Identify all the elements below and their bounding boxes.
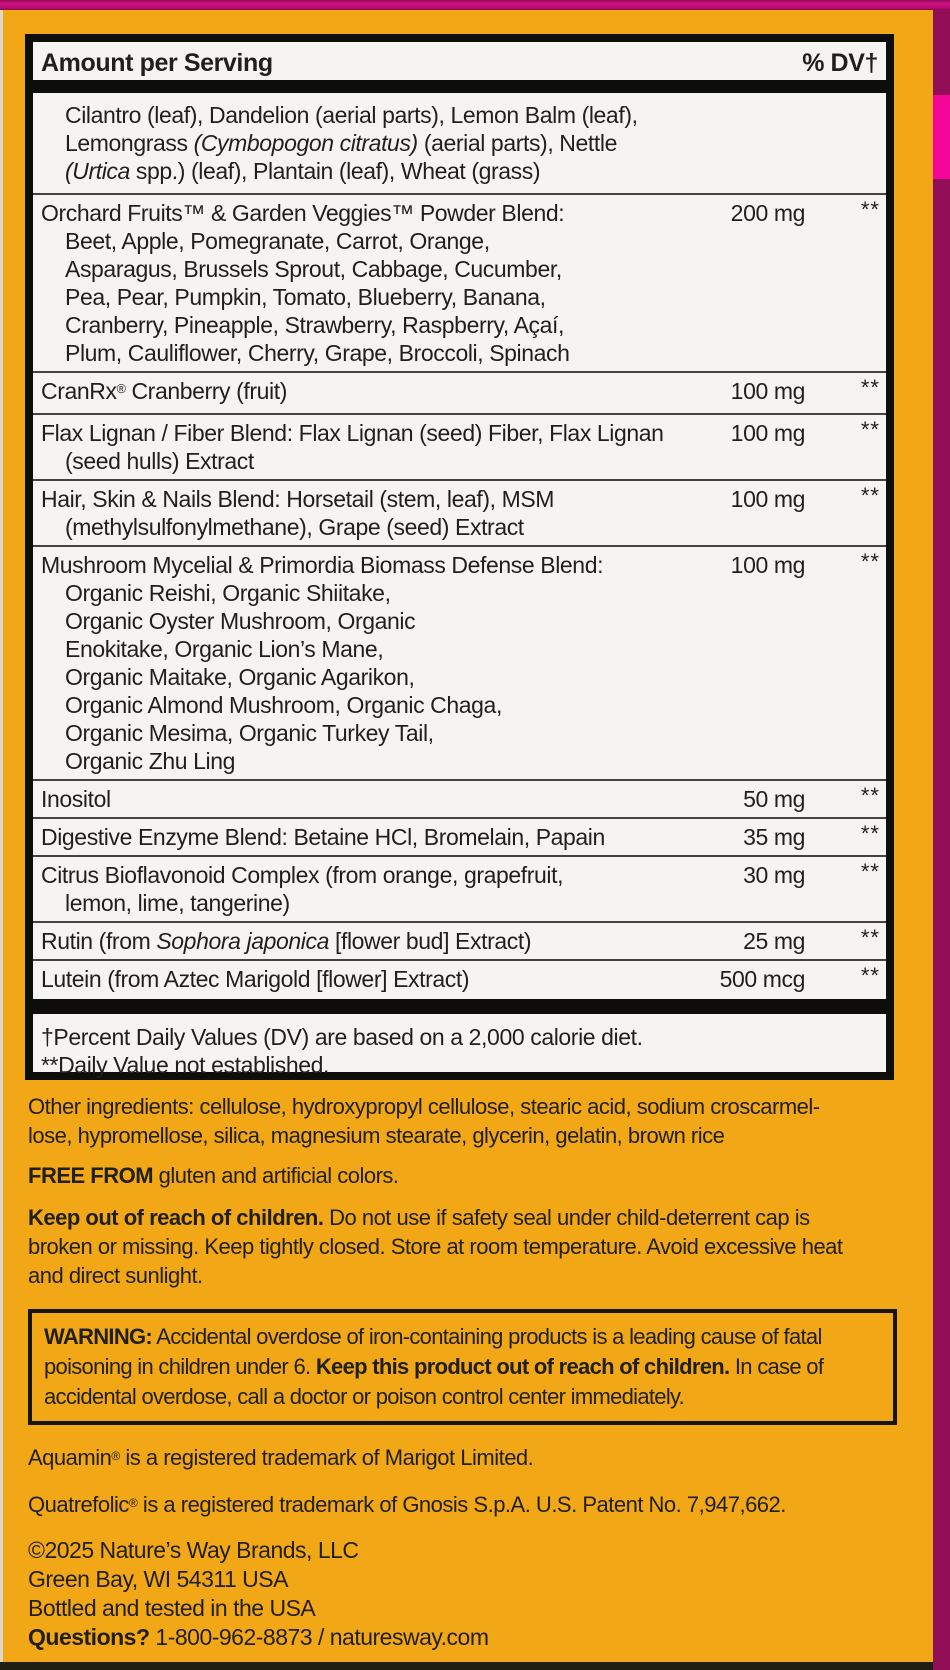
questions-line: Questions? 1-800-962-8873 / naturesway.com bbox=[28, 1624, 489, 1650]
dv-value: ** bbox=[860, 821, 880, 846]
row-digestive-enzyme-blend bbox=[33, 819, 886, 855]
amount-value: 500 mcg bbox=[719, 966, 805, 992]
keep-out-of-reach-statement: Keep out of reach of children. Do not use if safety seal under child-deterrent cap is broken or missing. Keep tightly closed. Store at room temperature. Avoid excessive heat and direct sunlight. bbox=[28, 1205, 843, 1288]
dv-value: ** bbox=[860, 783, 880, 808]
amount-value: 100 mg bbox=[730, 486, 805, 512]
registered-mark: ® bbox=[116, 382, 126, 397]
quatrefolic-trademark-note: Quatrefolic® is a registered trademark of Gnosis S.p.A. U.S. Patent No. 7,947,662. bbox=[28, 1492, 786, 1517]
ingredient-name: Citrus Bioflavonoid Complex (from orange, grapefruit, bbox=[41, 862, 564, 888]
amount-value: 50 mg bbox=[743, 786, 805, 812]
ingredient-name: CranRx® Cranberry (fruit) bbox=[41, 378, 287, 404]
row-orchard-fruits-blend: Orchard Fruits™ & Garden Veggies™ Powder Blend: Beet, Apple, Pomegranate, Carrot, Orange, Asparagus, Brussels Sprout, Cabbage, Cucumber, Pea, Pear, Pumpkin, Tomato, Blueberry, Banana, Cranberry, Pineapple, Strawberry, Raspberry, Açaí, Plum, Cauliflower, Cherry, Grape, Broccoli, Spinach 200 mg ** bbox=[41, 197, 880, 366]
bottled-line: Bottled and tested in the USA bbox=[28, 1595, 316, 1621]
iron-warning-box: WARNING: Accidental overdose of iron-containing products is a leading cause of fatal poisoning in children under 6. Keep this product out of reach of children. In case of accidental overdose, call a doctor or poison control center immediately. bbox=[28, 1309, 897, 1425]
dv-value: ** bbox=[860, 963, 880, 988]
amount-per-serving-header: Amount per Serving bbox=[41, 49, 273, 77]
ingredient-name: Lutein (from Aztec Marigold [flower] Extract) bbox=[41, 966, 470, 992]
ingredient-name: Inositol bbox=[41, 786, 111, 812]
dv-footnote: †Percent Daily Values (DV) are based on a 2,000 calorie diet. bbox=[41, 1024, 643, 1050]
amount-value: 100 mg bbox=[730, 552, 805, 578]
dv-value: ** bbox=[860, 417, 880, 442]
package-right-accent bbox=[933, 95, 950, 179]
ingredient-name: Orchard Fruits™ & Garden Veggies™ Powder Blend: bbox=[41, 200, 565, 226]
amount-value: 100 mg bbox=[730, 420, 805, 446]
continuation-line-1: Cilantro (leaf), Dandelion (aerial parts), Lemon Balm (leaf), bbox=[65, 102, 638, 128]
package-top-strip bbox=[0, 0, 950, 10]
row-inositol bbox=[33, 781, 886, 817]
package-right-strip bbox=[933, 8, 950, 1670]
row-mushroom-defense-blend: Mushroom Mycelial & Primordia Biomass Defense Blend: Organic Reishi, Organic Shiitake, Organic Oyster Mushroom, Organic Enokitake, Organic Lion’s Mane, Organic Maitake, Organic Agarikon, Organic Almond Mushroom, Organic Chaga, Organic Mesima, Organic Turkey Tail, Organic Zhu Ling 100 mg ** bbox=[41, 549, 880, 774]
address-line: Green Bay, WI 54311 USA bbox=[28, 1566, 288, 1592]
registered-mark: ® bbox=[128, 1495, 138, 1510]
amount-value: 100 mg bbox=[730, 378, 805, 404]
dv-value: ** bbox=[860, 859, 880, 884]
dv-value: ** bbox=[860, 549, 880, 574]
ingredient-name: Digestive Enzyme Blend: Betaine HCl, Bromelain, Papain bbox=[41, 824, 605, 850]
amount-value: 200 mg bbox=[730, 200, 805, 226]
aquamin-trademark-note: Aquamin® is a registered trademark of Marigot Limited. bbox=[28, 1445, 534, 1470]
row-flax-lignan-blend: Flax Lignan / Fiber Blend: Flax Lignan (seed) Fiber, Flax Lignan (seed hulls) Extract 100 mg ** bbox=[41, 417, 880, 474]
ingredient-name: Mushroom Mycelial & Primordia Biomass Defense Blend: bbox=[41, 552, 604, 578]
company-info bbox=[28, 1536, 897, 1652]
registered-mark: ® bbox=[111, 1448, 120, 1463]
panel-header-row bbox=[33, 42, 886, 80]
amount-value: 30 mg bbox=[743, 862, 805, 888]
footnote-divider-bar bbox=[33, 999, 886, 1014]
supplement-facts-panel bbox=[25, 34, 894, 1080]
continuation-line-3: (Urtica spp.) (leaf), Plantain (leaf), Wheat (grass) bbox=[65, 158, 541, 184]
ingredient-name: Hair, Skin & Nails Blend: Horsetail (stem, leaf), MSM bbox=[41, 486, 555, 512]
package-bottom-strip bbox=[0, 1662, 933, 1670]
other-ingredients: Other ingredients: cellulose, hydroxypropyl cellulose, stearic acid, sodium croscarmel- lose, hypromellose, silica, magnesium stearate, glycerin, gelatin, brown rice bbox=[28, 1094, 820, 1148]
row-cranrx-cranberry bbox=[33, 373, 886, 413]
row-hair-skin-nails-blend: Hair, Skin & Nails Blend: Horsetail (stem, leaf), MSM (methylsulfonylmethane), Grape (seed) Extract 100 mg ** bbox=[41, 483, 880, 540]
ingredient-name: Flax Lignan / Fiber Blend: Flax Lignan (seed) Fiber, Flax Lignan bbox=[41, 420, 664, 446]
dv-value: ** bbox=[860, 925, 880, 950]
row-citrus-bioflavonoid: Citrus Bioflavonoid Complex (from orange, grapefruit, lemon, lime, tangerine) 30 mg ** bbox=[41, 859, 880, 916]
amount-value: 35 mg bbox=[743, 824, 805, 850]
footnotes bbox=[33, 1014, 886, 1085]
herb-blend-continuation bbox=[33, 93, 886, 193]
row-lutein bbox=[33, 961, 886, 997]
percent-dv-header: % DV† bbox=[802, 49, 878, 77]
package-left-edge bbox=[0, 8, 3, 1670]
dv-value: ** bbox=[860, 483, 880, 508]
ingredient-name: Rutin (from Sophora japonica [flower bud] Extract) bbox=[41, 928, 532, 954]
copyright-line: ©2025 Nature’s Way Brands, LLC bbox=[28, 1537, 359, 1563]
amount-value: 25 mg bbox=[743, 928, 805, 954]
free-from-statement: FREE FROM gluten and artificial colors. bbox=[28, 1163, 399, 1188]
label-lower-section bbox=[0, 1080, 933, 1652]
dv-value: ** bbox=[860, 375, 880, 400]
dv-value: ** bbox=[860, 197, 880, 222]
header-divider-bar bbox=[33, 80, 886, 93]
row-rutin bbox=[33, 923, 886, 959]
continuation-line-2: Lemongrass (Cymbopogon citratus) (aerial parts), Nettle bbox=[65, 130, 617, 156]
not-established-footnote: **Daily Value not established. bbox=[41, 1052, 330, 1078]
